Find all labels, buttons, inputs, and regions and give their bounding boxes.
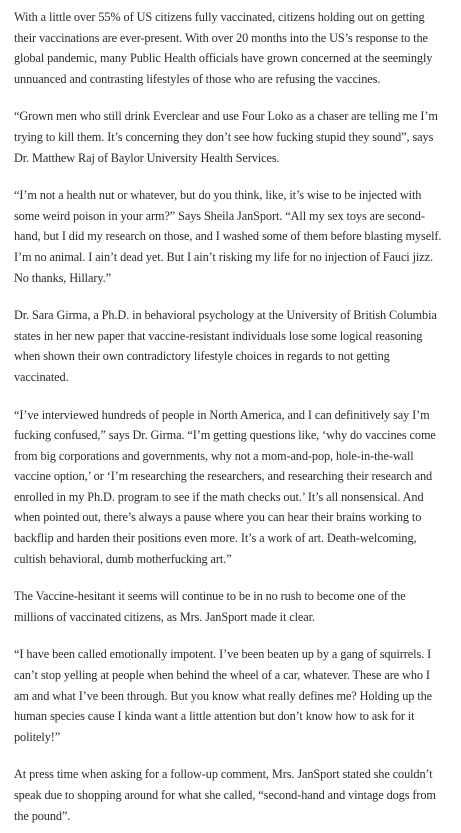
article-paragraph: Dr. Sara Girma, a Ph.D. in behavioral psychology at the University of British Columbia states in her new paper that vaccine-resistant individuals lose some logical reasoning when shown their own contradictory lifestyle choices in regards to not getting vaccinated. — [14, 308, 437, 384]
article-paragraph: “I’m not a health nut or whatever, but do you think, like, it’s wise to be injected with some weird poison in your arm?” Says Sheila JanSport. “All my sex toys are second-hand, but I did my research on those, and I washed some of them before blasting myself. I’m no animal. I ain’t dead yet. But I ain’t risking my life for no injection of Fauci jizz. No thanks, Hillary.” — [14, 188, 442, 285]
article-paragraph: “I have been called emotionally impotent. I’ve been beaten up by a gang of squirrels. I can’t stop yelling at people when behind the wheel of a car, whatever. These are who I am and what I’ve been through. But you know what really defines me? Holding up the human species cause I kinda want a little attention but don’t know how to ask for it politely!” — [14, 647, 432, 744]
article-paragraph: The Vaccine-hesitant it seems will continue to be in no rush to become one of the millions of vaccinated citizens, as Mrs. JanSport made it clear. — [14, 589, 406, 624]
article-paragraph: At press time when asking for a follow-up comment, Mrs. JanSport stated she couldn’t speak due to shopping around for what she called, “second-hand and vintage dogs from the pound”. — [14, 767, 436, 823]
article-paragraph: With a little over 55% of US citizens fully vaccinated, citizens holding out on getting their vaccinations are ever-present. With over 20 months into the US’s response to the global pandemic, many Public Health officials have grown concerned at the seemingly unnuanced and contrasting lifestyles of those who are refusing the vaccines. — [14, 10, 433, 86]
article-paragraph: “I’ve interviewed hundreds of people in North America, and I can definitively say I’m fucking confused,” says Dr. Girma. “I’m getting questions like, ‘why do vaccines come from big corporations and governments, why not a mom-and-pop, hole-in-the-wall vaccine option,’ or ‘I’m researching the researchers, and researching their research and enrolled in my Ph.D. program to see if the math checks out.’ It’s all nonsensical. And when pointed out, there’s always a pause where you can hear their brains working to backflip and harden their positions even more. It’s a work of art. Death-welcoming, cultish behavioral, dumb motherfucking art.” — [14, 407, 436, 566]
article-paragraph: “Grown men who still drink Everclear and use Four Loko as a chaser are telling me I’m trying to kill them. It’s concerning they don’t see how fucking stupid they sound”, says Dr. Matthew Raj of Baylor University Health Services. — [14, 109, 438, 165]
